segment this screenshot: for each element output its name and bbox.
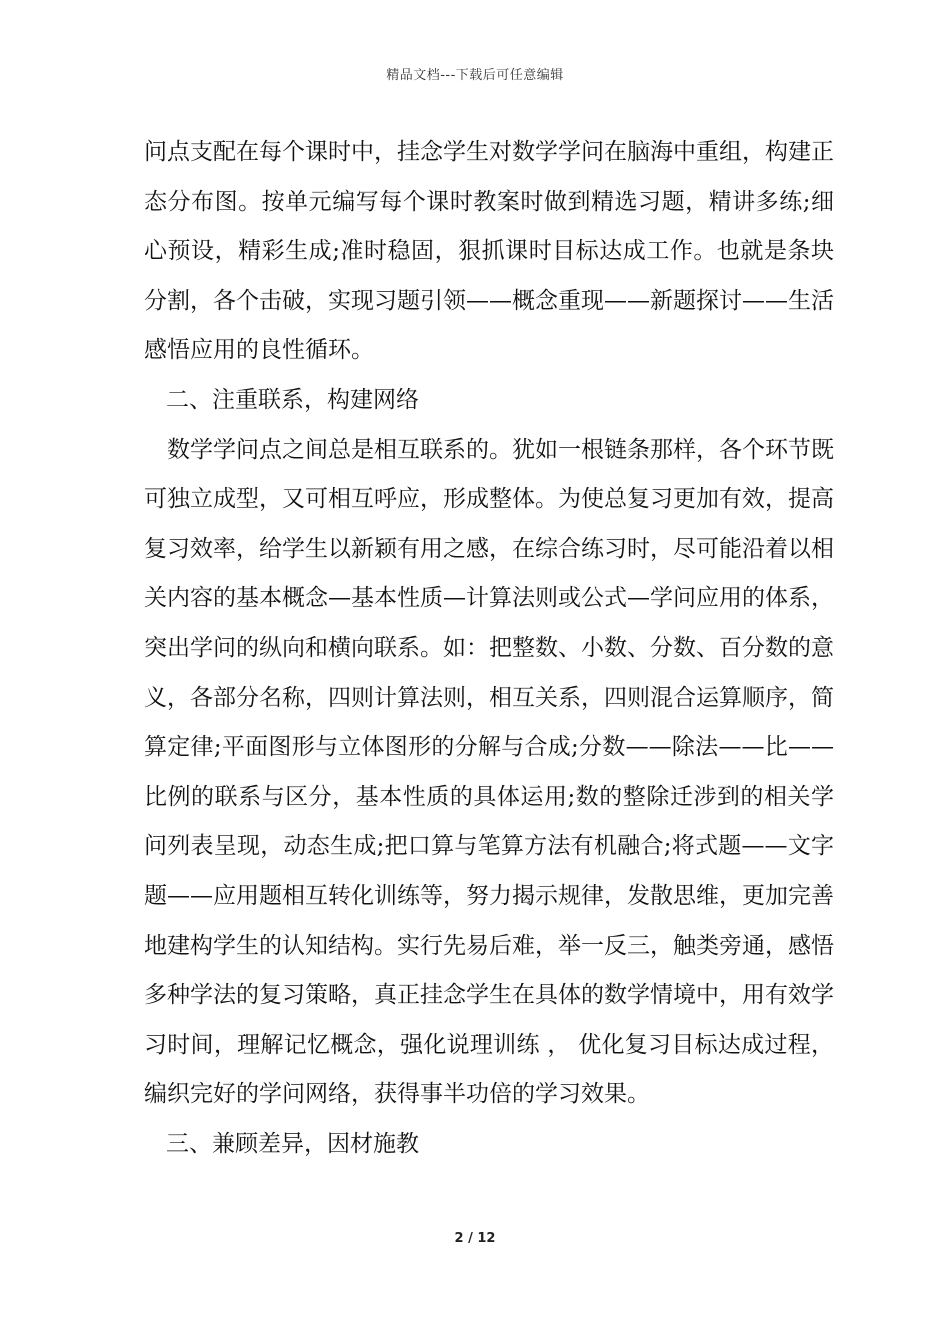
paragraph-connections: 数学学问点之间总是相互联系的。犹如一根链条那样，各个环节既可独立成型，又可相互呼应，形成整体。为使总复习更加有效，提高复习效率，给学生以新颖有用之感，在综合练习时，尽可能沿着以相关内容的基本概念—基本性质—计算法则或公式—学问应用的体系，突出学问的纵向和横向联系。如：把整数、小数、分数、百分数的意义，各部分名称，四则计算法则，相互关系，四则混合运算顺序，简算定律;平面图形与立体图形的分解与合成;分数——除法——比——比例的联系与区分，基本性质的具体运用;数的整除迁涉到的相关学问列表呈现，动态生成;把口算与笔算方法有机融合;将式题——文字题——应用题相互转化训练等，努力揭示规律，发散思维，更加完善地建构学生的认知结构。实行先易后难，举一反三，触类旁通，感悟多种学法的复习策略，真正挂念学生在具体的数学情境中，用有效学习时间，理解记忆概念，强化说理训练 ， 优化复习目标达成过程，编织完好的学问网络，获得事半功倍的学习效果。 bbox=[144, 436, 834, 1108]
page-header: 精品文档---下载后可任意编辑 bbox=[386, 68, 564, 83]
section-heading-3: 三、兼顾差异，因材施教 bbox=[166, 1130, 419, 1157]
document-body bbox=[144, 128, 834, 1169]
paragraph-continuation: 问点支配在每个课时中，挂念学生对数学学问在脑海中重组，构建正态分布图。按单元编写每个课时教案时做到精选习题，精讲多练;细心预设，精彩生成;准时稳固，狠抓课时目标达成工作。也就是条块分割，各个击破，实现习题引领——概念重现——新题探讨——生活感悟应用的良性循环。 bbox=[144, 139, 834, 364]
page-number: 2 / 12 bbox=[454, 1231, 496, 1246]
section-heading-2: 二、注重联系，构建网络 bbox=[166, 386, 419, 413]
